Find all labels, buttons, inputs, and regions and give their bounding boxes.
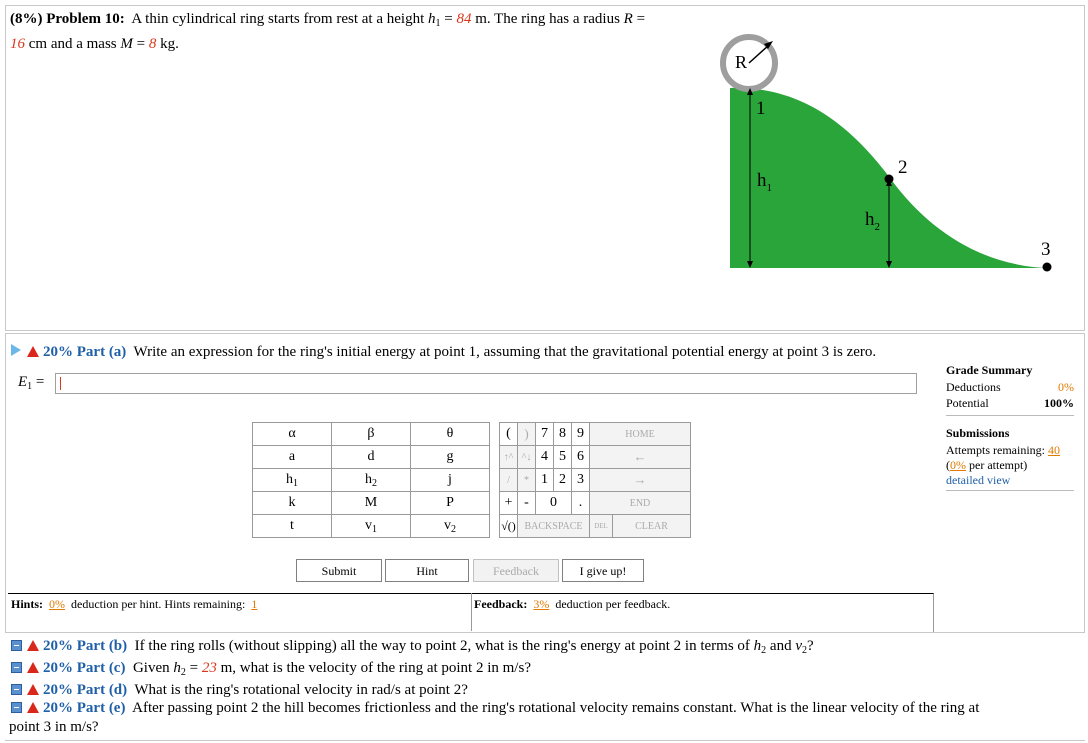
answer-label <box>18 374 44 392</box>
part-a-question: Write an expression for the ring's initial energy at point 1, assuming that the gravitational potential energy at point 3 is zero. <box>133 344 877 360</box>
problem-number: (8%) Problem 10: <box>10 11 125 27</box>
potential-row <box>946 396 1074 411</box>
feedback-info <box>474 597 670 612</box>
key-1[interactable]: 1 <box>536 469 554 492</box>
attempts-value: 40 <box>1047 443 1060 457</box>
h1-label: $h_1$ <box>757 170 772 194</box>
key-symbol[interactable]: a <box>253 446 332 469</box>
per-attempt-pct: 0% <box>950 458 966 472</box>
v2-sub: 2 <box>802 645 807 656</box>
key-4[interactable]: 4 <box>536 446 554 469</box>
key-end[interactable]: END <box>590 492 691 515</box>
key-symbol[interactable]: θ <box>410 423 489 446</box>
key-dot[interactable]: . <box>572 492 590 515</box>
play-icon[interactable] <box>11 344 21 356</box>
part-a-label: 20% Part (a) <box>43 344 127 360</box>
key-6[interactable]: 6 <box>572 446 590 469</box>
attempts-row <box>946 443 1074 458</box>
key-symbol[interactable]: M <box>331 492 410 515</box>
key-symbol[interactable] <box>331 469 410 492</box>
hints-pct: 0% <box>49 597 66 611</box>
key-symbol-base: h <box>364 471 372 487</box>
deductions-value: 0% <box>1058 380 1074 394</box>
key-multiply[interactable]: * <box>518 469 536 492</box>
key-symbol[interactable]: j <box>410 469 489 492</box>
submissions-title: Submissions <box>946 426 1010 440</box>
warning-icon <box>27 684 39 695</box>
part-e-label: 20% Part (e) <box>43 700 126 716</box>
deductions-label: Deductions <box>946 380 1001 394</box>
key-0[interactable]: 0 <box>536 492 572 515</box>
part-c-text: Given <box>132 660 174 676</box>
feedback-label: Feedback: <box>474 597 528 611</box>
key-symbol[interactable]: k <box>253 492 332 515</box>
grade-summary-title: Grade Summary <box>946 363 1033 377</box>
warning-icon <box>27 346 39 357</box>
key-symbol[interactable]: d <box>331 446 410 469</box>
e-var: E <box>18 374 28 390</box>
per-attempt-text: per attempt) <box>969 458 1028 472</box>
v2-var: v <box>795 638 802 654</box>
point-2-label: 2 <box>898 157 908 178</box>
symbol-keypad <box>252 422 490 538</box>
collapse-icon[interactable] <box>11 640 22 651</box>
key-symbol[interactable] <box>410 515 489 538</box>
per-attempt-row <box>946 458 1074 473</box>
part-e-text-cont: point 3 in m/s? <box>9 719 99 735</box>
part-b-and: and <box>766 638 796 654</box>
hints-label: Hints: <box>11 597 44 611</box>
key-down[interactable]: ^↓ <box>518 446 536 469</box>
key-symbol[interactable]: β <box>331 423 410 446</box>
e-eq: = <box>32 374 45 390</box>
part-c-end: m, what is the velocity of the ring at point 2 in m/s? <box>216 660 531 676</box>
key-symbol-base: v <box>364 517 372 533</box>
detailed-view-link[interactable]: detailed view <box>946 473 1011 487</box>
problem-text-2: m. The ring has a radius <box>471 11 624 27</box>
warning-icon <box>27 640 39 651</box>
key-plus[interactable]: + <box>500 492 518 515</box>
key-symbol-sub: 2 <box>371 477 377 489</box>
part-c-eq: = <box>185 660 202 676</box>
key-symbol-base: v <box>443 517 451 533</box>
key-left-arrow[interactable]: ← <box>590 446 691 469</box>
hill-figure <box>715 28 1065 278</box>
problem-text-3: cm and a mass <box>25 36 121 52</box>
feedback-text: deduction per feedback. <box>555 597 671 611</box>
potential-value: 100% <box>1044 396 1074 410</box>
eq-sign-3: = <box>132 36 149 52</box>
key-right-arrow[interactable]: → <box>590 469 691 492</box>
key-7[interactable]: 7 <box>536 423 554 446</box>
key-5[interactable]: 5 <box>554 446 572 469</box>
key-symbol[interactable]: t <box>253 515 332 538</box>
h1-value: 84 <box>456 11 472 27</box>
collapse-icon[interactable] <box>11 684 22 695</box>
hints-remaining: 1 <box>251 597 258 611</box>
key-backspace[interactable]: BACKSPACE <box>518 515 590 538</box>
part-c-label: 20% Part (c) <box>43 660 126 676</box>
key-sqrt[interactable]: √() <box>500 515 518 538</box>
key-open-paren[interactable]: ( <box>500 423 518 446</box>
part-d-row[interactable] <box>11 680 468 700</box>
part-b-label: 20% Part (b) <box>43 638 128 654</box>
part-b-end: ? <box>807 638 814 654</box>
h2-value: 23 <box>201 660 217 676</box>
eq-sign: = <box>440 11 457 27</box>
problem-text-1: A thin cylindrical ring starts from rest at a height <box>131 11 428 27</box>
key-symbol-sub: 1 <box>371 523 377 535</box>
key-symbol[interactable]: g <box>410 446 489 469</box>
point-1-label: 1 <box>756 98 766 119</box>
h1-sub: 1 <box>435 18 441 29</box>
key-divide[interactable]: / <box>500 469 518 492</box>
paren: ( <box>946 458 950 472</box>
key-symbol-base: h <box>285 471 293 487</box>
answer-input[interactable] <box>55 373 917 394</box>
key-symbol[interactable]: P <box>410 492 489 515</box>
grade-summary <box>946 363 1074 491</box>
problem-text-4: kg. <box>156 36 179 52</box>
key-symbol-sub: 2 <box>450 523 456 535</box>
e-sub: 1 <box>27 381 33 392</box>
part-a-header <box>11 342 876 362</box>
part-d-text: What is the ring's rotational velocity in rad/s at point 2? <box>134 682 468 698</box>
collapse-icon[interactable] <box>11 662 22 673</box>
m-value: 8 <box>148 36 157 52</box>
point-3-label: 3 <box>1041 239 1051 260</box>
key-9[interactable]: 9 <box>572 423 590 446</box>
key-home[interactable]: HOME <box>590 423 691 446</box>
key-minus[interactable]: - <box>518 492 536 515</box>
key-symbol[interactable]: α <box>253 423 332 446</box>
part-e-text: After passing point 2 the hill becomes frictionless and the ring's rotational velocity remains constant. What is the linear velocity of the ring at <box>132 700 980 716</box>
h2-var: h <box>173 660 181 676</box>
feedback-pct: 3% <box>533 597 550 611</box>
collapse-icon[interactable] <box>11 702 22 713</box>
h2-label: $h_2$ <box>865 209 880 233</box>
hint-button[interactable]: Hint <box>385 559 469 582</box>
feedback-button[interactable]: Feedback <box>473 559 559 582</box>
point-3-dot <box>1043 263 1052 272</box>
key-2[interactable]: 2 <box>554 469 572 492</box>
r-value: 16 <box>10 36 25 52</box>
key-3[interactable]: 3 <box>572 469 590 492</box>
hints-divider <box>471 593 472 631</box>
radius-arrow <box>749 45 769 63</box>
key-symbol-sub: 1 <box>292 477 298 489</box>
number-keypad <box>499 422 691 538</box>
key-close-paren[interactable]: ) <box>518 423 536 446</box>
hints-text: deduction per hint. Hints remaining: <box>71 597 246 611</box>
key-clear[interactable]: CLEAR <box>613 515 691 538</box>
ring-label: R <box>735 52 748 72</box>
give-up-button[interactable]: I give up! <box>562 559 644 582</box>
r-var: R <box>623 11 633 27</box>
key-del[interactable]: DEL <box>590 515 613 538</box>
h2-sub: 2 <box>180 667 186 678</box>
part-b-text: If the ring rolls (without slipping) all the way to point 2, what is the ring's energy at point 2 in terms of <box>134 638 754 654</box>
h1-var: h <box>428 11 436 27</box>
warning-icon <box>27 662 39 673</box>
warning-icon <box>27 702 39 713</box>
key-8[interactable]: 8 <box>554 423 572 446</box>
h2-var: h <box>753 638 762 654</box>
eq-sign-2: = <box>632 11 646 27</box>
part-d-label: 20% Part (d) <box>43 682 128 698</box>
key-symbol[interactable] <box>253 469 332 492</box>
key-symbol[interactable] <box>331 515 410 538</box>
deductions-row <box>946 380 1074 395</box>
h2-sub: 2 <box>761 645 767 656</box>
submit-button[interactable]: Submit <box>296 559 382 582</box>
key-up[interactable]: ↑^ <box>500 446 518 469</box>
problem-statement <box>10 9 710 55</box>
m-var: M <box>120 36 133 52</box>
hints-info <box>11 597 257 612</box>
attempts-label: Attempts remaining: <box>946 443 1045 457</box>
bottom-divider <box>5 740 1085 741</box>
potential-label: Potential <box>946 396 989 410</box>
part-e-row[interactable] <box>11 698 979 718</box>
